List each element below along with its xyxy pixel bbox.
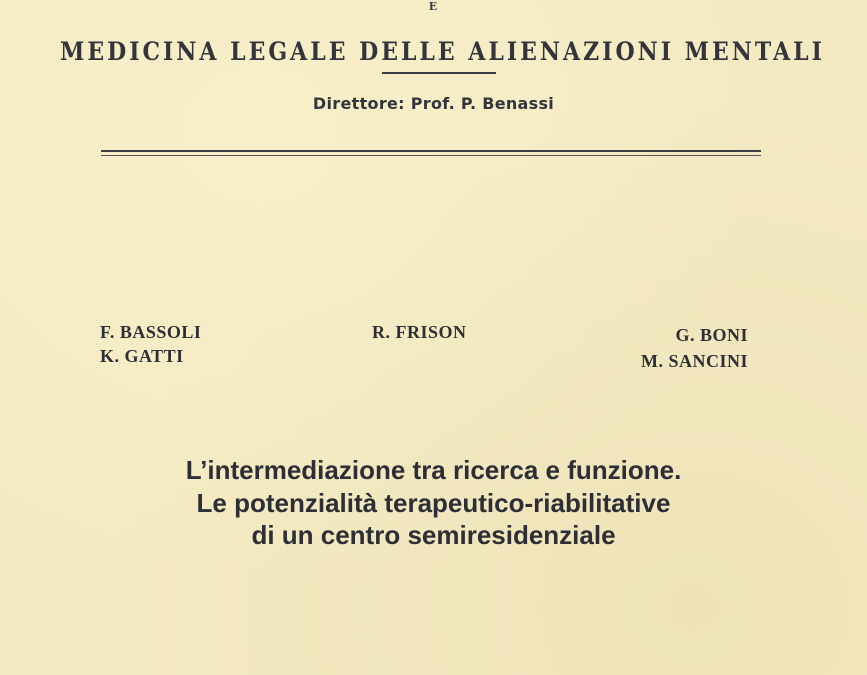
author-right-2: M. SANCINI <box>640 351 748 371</box>
journal-title: MEDICINA LEGALE DELLE ALIENAZIONI MENTALI <box>60 37 825 67</box>
article-title-line-2: Le potenzialità terapeutico-riabilitative <box>196 488 671 518</box>
author-left-2: K. GATTI <box>100 346 184 366</box>
author-center-1: R. FRISON <box>372 322 467 342</box>
article-title-line-3: di un centro semiresidenziale <box>251 520 616 550</box>
author-left-1: F. BASSOLI <box>100 322 202 342</box>
conjunction-text: E <box>428 0 439 13</box>
header-double-rule <box>101 150 761 156</box>
author-right-1: G. BONI <box>675 325 748 345</box>
title-underline-rule <box>382 72 496 74</box>
article-title-line-1: L’intermediazione tra ricerca e funzione. <box>185 455 682 485</box>
director-line: Direttore: Prof. P. Benassi <box>312 94 555 113</box>
